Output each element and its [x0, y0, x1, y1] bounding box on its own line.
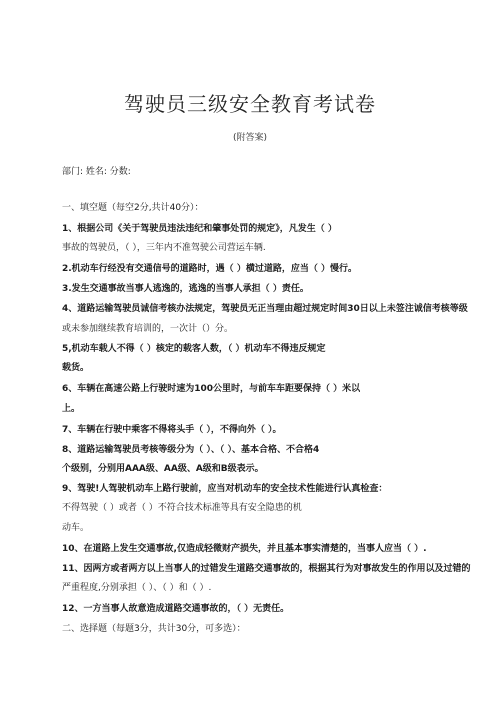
question-line: 8、道路运输驾驶员考核等级分为（ ）、（ ）、基本合格、不合格4 [62, 445, 320, 455]
question-line: 个级别，分别用AAA级、AA级、A级和B级表示。 [62, 464, 264, 474]
page-title: 驾驶员三级安全教育考试卷 [124, 92, 376, 116]
question-line: 6、车辆在高速公路上行驶时速为100公里时，与前车车距要保持（ ）米以 [62, 384, 361, 394]
section1-header: 一、填空题（每空2分,共计40分）： [62, 203, 204, 213]
info-line: 部门: 姓名: 分数: [62, 167, 131, 177]
question-line: 1、根据公司《关于驾驶员违法违纪和肇事处罚的规定》，凡发生（ ） [62, 224, 337, 234]
question-line: 11、因两方或者两方以上当事人的过错发生道路交通事故的，根据其行为对事故发生的作用以及过错的 [62, 564, 471, 574]
section2-header: 二、选择题（每题3分，共计30分，可多选）： [62, 624, 246, 634]
question-line: 12、一方当事人故意造成道路交通事故的，（ ）无责任。 [62, 604, 290, 614]
question-line: 5,机动车载人不得（ ）核定的载客人数，（ ）机动车不得违反规定 [62, 344, 326, 354]
question-line: 4、道路运输驾驶员诚信考核办法规定，驾驶员无正当理由超过规定时间30日以上未签注诚信考核等级 [62, 304, 468, 314]
question-line: 10、在道路上发生交通事故,仅造成轻微财产损失，并且基本事实清楚的，当事人应当（ ）. [62, 544, 427, 554]
question-line: 7、车辆在行驶中乘客不得将头手（ ），不得向外（ ）。 [62, 425, 282, 435]
question-line: 2.机动车行经没有交通信号的道路时，遇（ ）横过道路，应当（ ）慢行。 [62, 264, 357, 274]
question-line: 严重程度,分别承担（ ）、（ ）和（ ）. [62, 583, 212, 593]
question-line: 动车。 [62, 523, 90, 533]
page-subtitle: (附答案) [232, 133, 268, 143]
question-line: 载货。 [62, 363, 90, 373]
question-line: 上。 [62, 404, 81, 414]
question-line: 事故的驾驶员，（ ），三年内不准驾驶公司营运车辆. [62, 243, 266, 253]
question-line: 或未参加继续教育培训的，一次计（）分。 [62, 324, 234, 334]
question-line: 不得驾驶（ ）或者（ ）不符合技术标准等具有安全隐患的机 [62, 503, 302, 513]
question-line: 3.发生交通事故当事人逃逸的，逃逸的当事人承担（ ）责任。 [62, 284, 309, 294]
question-line: 9、驾驶!人驾驶机动车上路行驶前，应当对机动车的安全技术性能进行认真检查： [62, 484, 388, 494]
